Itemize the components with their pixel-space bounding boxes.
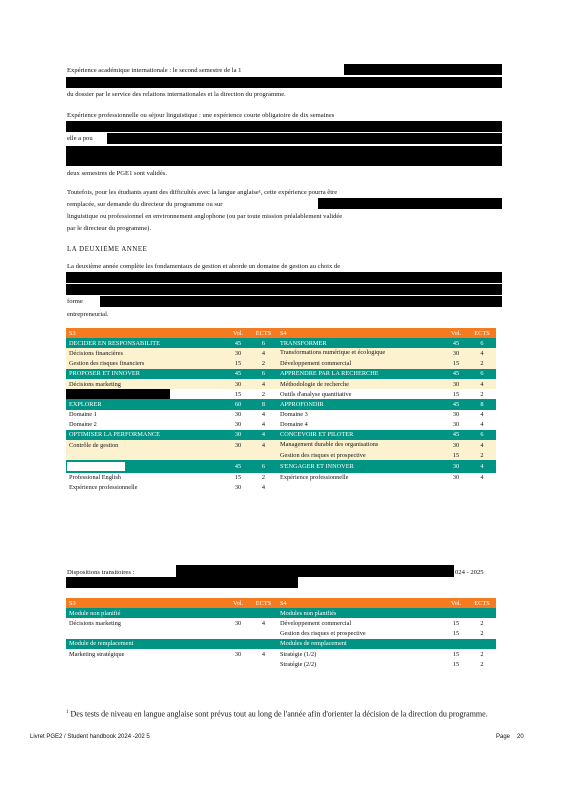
redaction-bar <box>66 272 502 283</box>
paragraph-line: entrepreneurial. <box>67 311 109 318</box>
col-header-ects: ECTS <box>250 328 277 338</box>
redaction-bar <box>107 133 502 144</box>
footnote-text: Des tests de niveau en langue anglaise sont prévus tout au long de l'année afin d'orienter la décision de la direction du programme. <box>70 709 488 719</box>
footer-left: Livret PGE2 / Student handbook 2024 -202 5 <box>30 734 150 740</box>
paragraph-line: Expérience académique internationale : le second semestre de la 1 <box>67 67 242 74</box>
redaction-bar <box>66 121 502 132</box>
table-row: Contrôle de gestion 30 4 Management durable des organisations 30 4 <box>66 440 496 450</box>
redaction-bar <box>344 64 502 75</box>
paragraph-line: du dossier par le service des relations internationales et la direction du programme. <box>67 91 286 98</box>
col-header-ects: ECTS <box>468 328 496 338</box>
table-row: Stratégie (2/2) 15 2 <box>66 659 496 669</box>
transition-table <box>66 598 496 669</box>
table-row: Gestion des risques et prospective 15 2 <box>66 629 496 639</box>
paragraph-line: remplacée, sur demande du directeur du programme ou sur <box>67 201 223 208</box>
col-header-s4: S4 <box>277 328 444 338</box>
table-row: Gestion des risques financiers 15 2 Développement commercial 15 2 <box>66 359 496 369</box>
paragraph-line: forme <box>67 298 83 305</box>
table-section-row: Module de remplacement Modules de remplacement <box>66 639 496 649</box>
footer-page-label: Page <box>496 734 511 740</box>
redaction-bar <box>66 284 502 295</box>
table-row: Professional English 15 2 Expérience professionnelle 30 4 <box>66 473 496 483</box>
curriculum-table <box>66 328 496 493</box>
table-section-row: EXPLORER 60 8 APPROFONDIR 45 8 <box>66 399 496 409</box>
redaction-blank <box>67 462 125 471</box>
table-row: Décisions marketing 30 4 Méthodologie de recherche 30 4 <box>66 379 496 389</box>
redaction-bar <box>66 146 502 157</box>
table-section-row: 45 6 S'ENGAGER ET INNOVER 30 4 <box>66 460 496 472</box>
table-row: Décisions marketing 30 4 Développement commercial 15 2 <box>66 618 496 628</box>
col-header-vol: Vol. <box>444 328 468 338</box>
footnote <box>66 707 506 720</box>
col-header-s3: S3 <box>66 328 226 338</box>
table-row: Expérience professionnelle 30 4 <box>66 483 496 493</box>
paragraph-line: 024 - 2025 <box>455 569 484 576</box>
table-row: Décisions financières 30 4 Transformations numérique et écologique 30 4 <box>66 348 496 358</box>
table-section-row: OPTIMISER LA PERFORMANCE 30 4 CONCEVOIR ET PILOTER 45 6 <box>66 430 496 440</box>
table-row: 15 2 Outils d'analyse quantitative 15 2 <box>66 389 496 399</box>
paragraph-line: Dispositions transitoires : <box>67 569 135 576</box>
table-row: Gestion des risques et prospective 15 2 <box>66 450 496 460</box>
table-row: Domaine 1 30 4 Domaine 3 30 4 <box>66 410 496 420</box>
footer-page-number: 20 <box>517 734 524 740</box>
redaction-bar <box>318 198 502 209</box>
redaction-bar <box>66 577 298 588</box>
table-section-row: Module non planifié Modules non planifiés <box>66 608 496 618</box>
redaction-bar <box>66 157 502 166</box>
paragraph-line: Expérience professionnelle ou séjour linguistique : une expérience courte obligatoire de dix semaines <box>67 112 335 119</box>
table-header-row <box>66 328 496 338</box>
paragraph-line: deux semestres de PGE1 sont validés. <box>67 170 167 177</box>
paragraph-line: elle a pou <box>67 135 93 142</box>
table-header-row: S3 Vol. ECTS S4 Vol. ECTS <box>66 598 496 608</box>
table-section-row: DECIDER EN RESPONSABILITE 45 6 TRANSFORMER 45 6 <box>66 338 496 348</box>
paragraph-line: linguistique ou professionnel en environnement anglophone (ou par toute mission préalablement validée <box>67 213 343 220</box>
section-heading: LA DEUXIEME ANNEE <box>67 246 148 253</box>
col-header-vol: Vol. <box>226 328 250 338</box>
redaction-bar <box>66 389 170 399</box>
paragraph-line: par le directeur du programme). <box>67 225 152 232</box>
table-row: Marketing stratégique 30 4 Stratégie (1/2) 15 2 <box>66 649 496 659</box>
table-row: Domaine 2 30 4 Domaine 4 30 4 <box>66 420 496 430</box>
redaction-bar <box>66 77 502 88</box>
paragraph-line: La deuxième année complète les fondamentaux de gestion et aborde un domaine de gestion au choix de <box>67 263 341 270</box>
table-section-row: PROPOSER ET INNOVER 45 6 APPRENDRE PAR LA RECHERCHE 45 6 <box>66 369 496 379</box>
redaction-bar <box>100 296 502 307</box>
footnote-mark: 1 <box>66 710 69 715</box>
paragraph-line: Toutefois, pour les étudiants ayant des difficultés avec la langue anglaise¹, cette expérience pourra être <box>67 189 338 196</box>
redaction-bar <box>176 565 454 577</box>
